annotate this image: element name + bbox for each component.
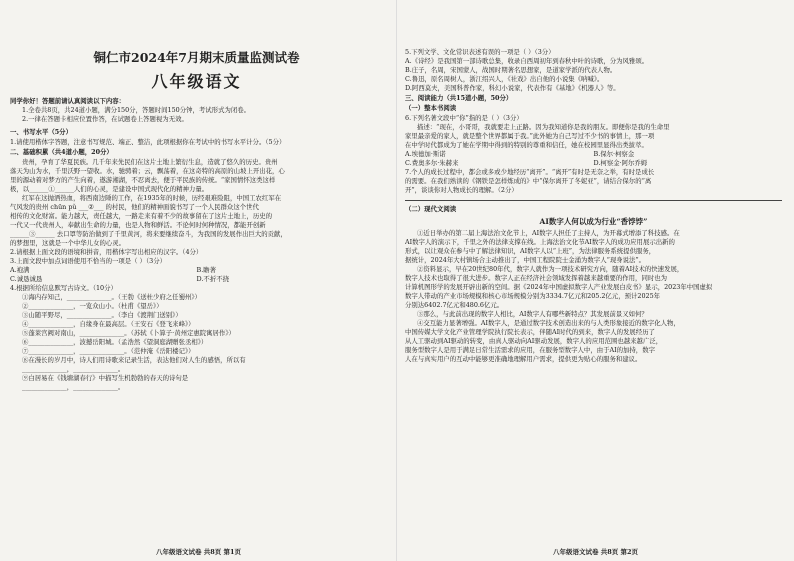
option-a: A.埃德加·斯诺 [405, 150, 446, 158]
article-line: ④交互能力显著增强。AI数字人，是通过数字技术创造出来的与人类形象接近的数字化人物， [417, 319, 680, 327]
section-3-heading: 三、阅读能力（共15道小题，50分） [405, 94, 513, 102]
paragraph-line: 极，以______①______人们的心灵，是建设中国式现代化的精神力量。 [10, 185, 209, 193]
option-c: C.诚恳诚恳 [10, 275, 43, 283]
quote-line: 描述：“现在，小哥哥，我就要走上正路。因为我知道你是我的朋友。即便你是我的生命里 [417, 123, 670, 131]
article-line: 从人工驱动到AI驱动的转变，由真人驱动向AI驱动发展，数字人的应用范围也越来越广泛， [405, 337, 663, 345]
notice-head: 同学你好！答题前请认真阅读以下内容： [10, 97, 126, 105]
poem-line: ⑦______________，______________。（范仲淹《岳阳楼记》） [22, 347, 195, 355]
section-2-heading: 二、基础积累（共4道小题，20分） [10, 148, 113, 156]
poem-line: ①海内存知己，______________。（王勃《送杜少府之任蜀州》） [22, 293, 201, 301]
question-5: 5.下列文学、文化常识表述有误的一项是（ ）（3分） [405, 48, 555, 56]
question-3-options [10, 275, 383, 284]
question-4: 4.根据所给信息默写古诗文。（10分） [10, 284, 117, 292]
paragraph-line: ______③______ 去口罩等防治做到了千里黄河，将来要继续奋斗，为我国的发展作出巨大的贡献， [10, 230, 287, 238]
option-d: D.阿西莫夫，美国科普作家，科幻小说家，代表作有《基地》《机器人》等。 [405, 84, 620, 92]
notice-1: 1.全卷共8页，共24道小题，满分150分，答题时间150分钟，考试形式为闭卷。 [22, 106, 251, 114]
article-line: AI数字人的演示下，千里之外的法律支撑在线。上海法治文化节AI数字人的成功应用展示出新的 [405, 238, 675, 246]
question-1: 1.请使用楷体字答题，注意书写规范、端正、整洁，此项根据你在考试中的书写水平计分。（5分） [10, 138, 286, 146]
paragraph-line: 贵州，孕育了华夏民族。几千年来先民们在这片土地上繁衍生息，造就了悠久的历史。贵州 [22, 158, 278, 166]
poem-line: ②______________，一览众山小。（杜甫《望岳》） [22, 302, 163, 310]
article-line: 分别达6402.7亿元和480.6亿元。 [405, 301, 504, 309]
subsection-2-heading: （二）现代文阅读 [405, 205, 457, 213]
page-footer: 八年级语文试卷 共8页 第1页 [155, 548, 242, 556]
poem-line: ③山随平野尽，______________。（李白《渡荆门送别》） [22, 311, 182, 319]
paragraph-line: 落天为山为水，千里沃野一望收。水，驰骋着；云，飘荡着，在这奇特的高原的山坡上开出花，心 [10, 167, 285, 175]
poem-line: ④______________，自缘身在最高层。（王安石《登飞来峰》） [22, 320, 195, 328]
quote-line: 在中学时代都成为了她在学期中得到的特别的尊重和信任，她在校园里显得出类拔萃。 [405, 141, 648, 149]
paragraph-line: 一代又一代贵州人，奉献出生命的力量，也是人物和鲜活。不论何时何种情况，都能开创新 [10, 221, 266, 229]
quote-line: 家里最亲爱的家人，就是整个世界都属于我。”此外她为自己写过不少书的事情上，那一项 [405, 132, 655, 140]
notice-2: 2.一律在答题卡相应位置作答，在试题卷上答题视为无效。 [22, 115, 188, 123]
question-6-options [405, 150, 782, 159]
poem-line: ______________，______________。 [22, 383, 125, 391]
option-b: B.保尔·柯察金 [593, 150, 635, 158]
exam-title: 铜仁市2024年7月期末质量监测试卷 [93, 50, 300, 65]
answer-divider [405, 200, 782, 201]
option-c: C.鲁迅，原名周树人，浙江绍兴人，《社戏》出自他的小说集《呐喊》。 [405, 75, 604, 83]
article-title: AI数字人何以成为行业“香饽饽” [539, 217, 648, 226]
article-line: ②资料显示，早在20世纪80年代，数字人就作为一项技术研究方向，随着AI技术的快速发展， [417, 265, 684, 273]
article-line: 计算机图形学的发展开辟出新的空间。据《2024年中国虚拟数字人产业发展白皮书》显示，2023年中国虚拟 [405, 283, 713, 291]
page-right [397, 0, 794, 561]
paragraph-line: 气风发的贵州 chūn pǔ ___②___ 的村民，他们的精神面貌书写了一个人民群众这个世代 [10, 203, 259, 211]
question-7: 7.个人的成长过程中，都会或多或少地经历“离开”。“离开”有时是无奈之举，有时是成长 [405, 168, 655, 176]
option-a: A.《诗经》是我国第一部诗歌总集，收录自西周初年到春秋中叶的诗歌，分为风雅颂。 [405, 57, 649, 65]
question-3: 3.上面文段中加点词语使用不恰当的一项是（ ）（3分） [10, 257, 166, 265]
article-line: 数字人带动的产业市场规模和核心市场规模分别为3334.7亿元和205.2亿元，预计2025年 [405, 292, 661, 300]
paragraph-line: 里的源动着对梦方的产生向着，遨游湘湖，不忍离去，便于平民族的传统。“家国情怀这类这样 [10, 176, 276, 184]
article-line: 形式，以让观众在参与中了解法律知识，AI数字人以“上班”，为法律服务系统提供服务， [405, 247, 656, 255]
question-6-options [405, 159, 782, 168]
article-line: ③那么，与此前出现的数字人相比，AI数字人有哪些新特点？其发展前景又如何？ [417, 310, 648, 318]
paragraph-line: 相传的文化财富。能力越大，责任越大，一路走来有着不少的故事留在了这片土地上，历史的 [10, 212, 273, 220]
subject-title: 八年级语文 [151, 72, 242, 91]
question-6: 6.下列名著文段中“你”指的是（ ）（3分） [405, 114, 523, 122]
question-7-line: 开”，谈谈你对人物成长的理解。（2分） [405, 186, 518, 194]
option-d: D.不折不挠 [196, 275, 229, 283]
section-1-heading: 一、书写水平（5分） [10, 128, 72, 136]
article-line: 数字人技术也取得了很大进步。数字人正在经济社会领域发挥着越来越重要的作用，同时也为 [405, 274, 668, 282]
poem-line: ⑨白居易在《钱塘湖春行》中描写生机勃勃的春天的诗句是 [22, 374, 189, 382]
article-line: ①近日举办的第二届上海法治文化节上，AI数字人担任了主持人，为开幕式增添了科技感。在 [417, 229, 680, 237]
poem-line: ⑧在漫长的岁月中，诗人们用诗歌来记录生活，表达他们对人生的感悟，所以有 [22, 356, 246, 364]
article-line: 据统计，2024年大村镇场合主动推出了，中国工程院院士金涌为数字人“现身说法”。 [405, 256, 646, 264]
paragraph-line: 的梦想里，这就是一个中华儿女的心灵。 [10, 239, 126, 247]
article-line: 人在与真实用户的互动中能够更准确地理解用户需求，提供更为贴心的服务和建议。 [405, 355, 642, 363]
option-c: C.费奥多尔·朱赫来 [405, 159, 459, 167]
article-line: 服务型数字人是用于满足日常生活需求的应用，在服务型数字人中，由于AI的加持，数字 [405, 346, 655, 354]
paragraph-line: 红军在这抛洒热血，将西南边陲的工作，在1935年的时候，历经艰难险阻，中国工农红军在 [22, 194, 282, 202]
poem-line: ⑥______________，波撼岳阳城。（孟浩然《望洞庭湖赠张丞相》） [22, 338, 208, 346]
page-footer: 八年级语文试卷 共8页 第2页 [552, 548, 639, 556]
poem-line: ⑤蓬莱宫阙对南山，______________。（苏轼《卜算子·黄州定惠院寓居作》） [22, 329, 235, 337]
question-7-line: 的需要。在我们熟读的《钢铁是怎样炼成的》中“保尔离开了冬妮亚”，请结合保尔的“离 [405, 177, 652, 185]
option-d: D.柯察金·阿尔乔姆 [593, 159, 648, 167]
option-b: B.庄子，名周，宋国蒙人，战国时期著名思想家，是道家学派的代表人物。 [405, 66, 617, 74]
option-b: B.瞻著 [196, 266, 217, 274]
question-2: 2.请根据上面文段的语境和拼音，用楷体字写出相应的汉字。（4分） [10, 248, 203, 256]
subsection-1-heading: （一）整本书阅读 [405, 104, 457, 112]
poem-line: ______________，______________。 [22, 365, 125, 373]
option-a: A.袍满 [10, 266, 30, 274]
question-3-options [10, 266, 383, 275]
article-line: 中国传媒大学文化产业管理学院执行院长表示，伴随AI时代的到来，数字人的发展经历了 [405, 328, 655, 336]
